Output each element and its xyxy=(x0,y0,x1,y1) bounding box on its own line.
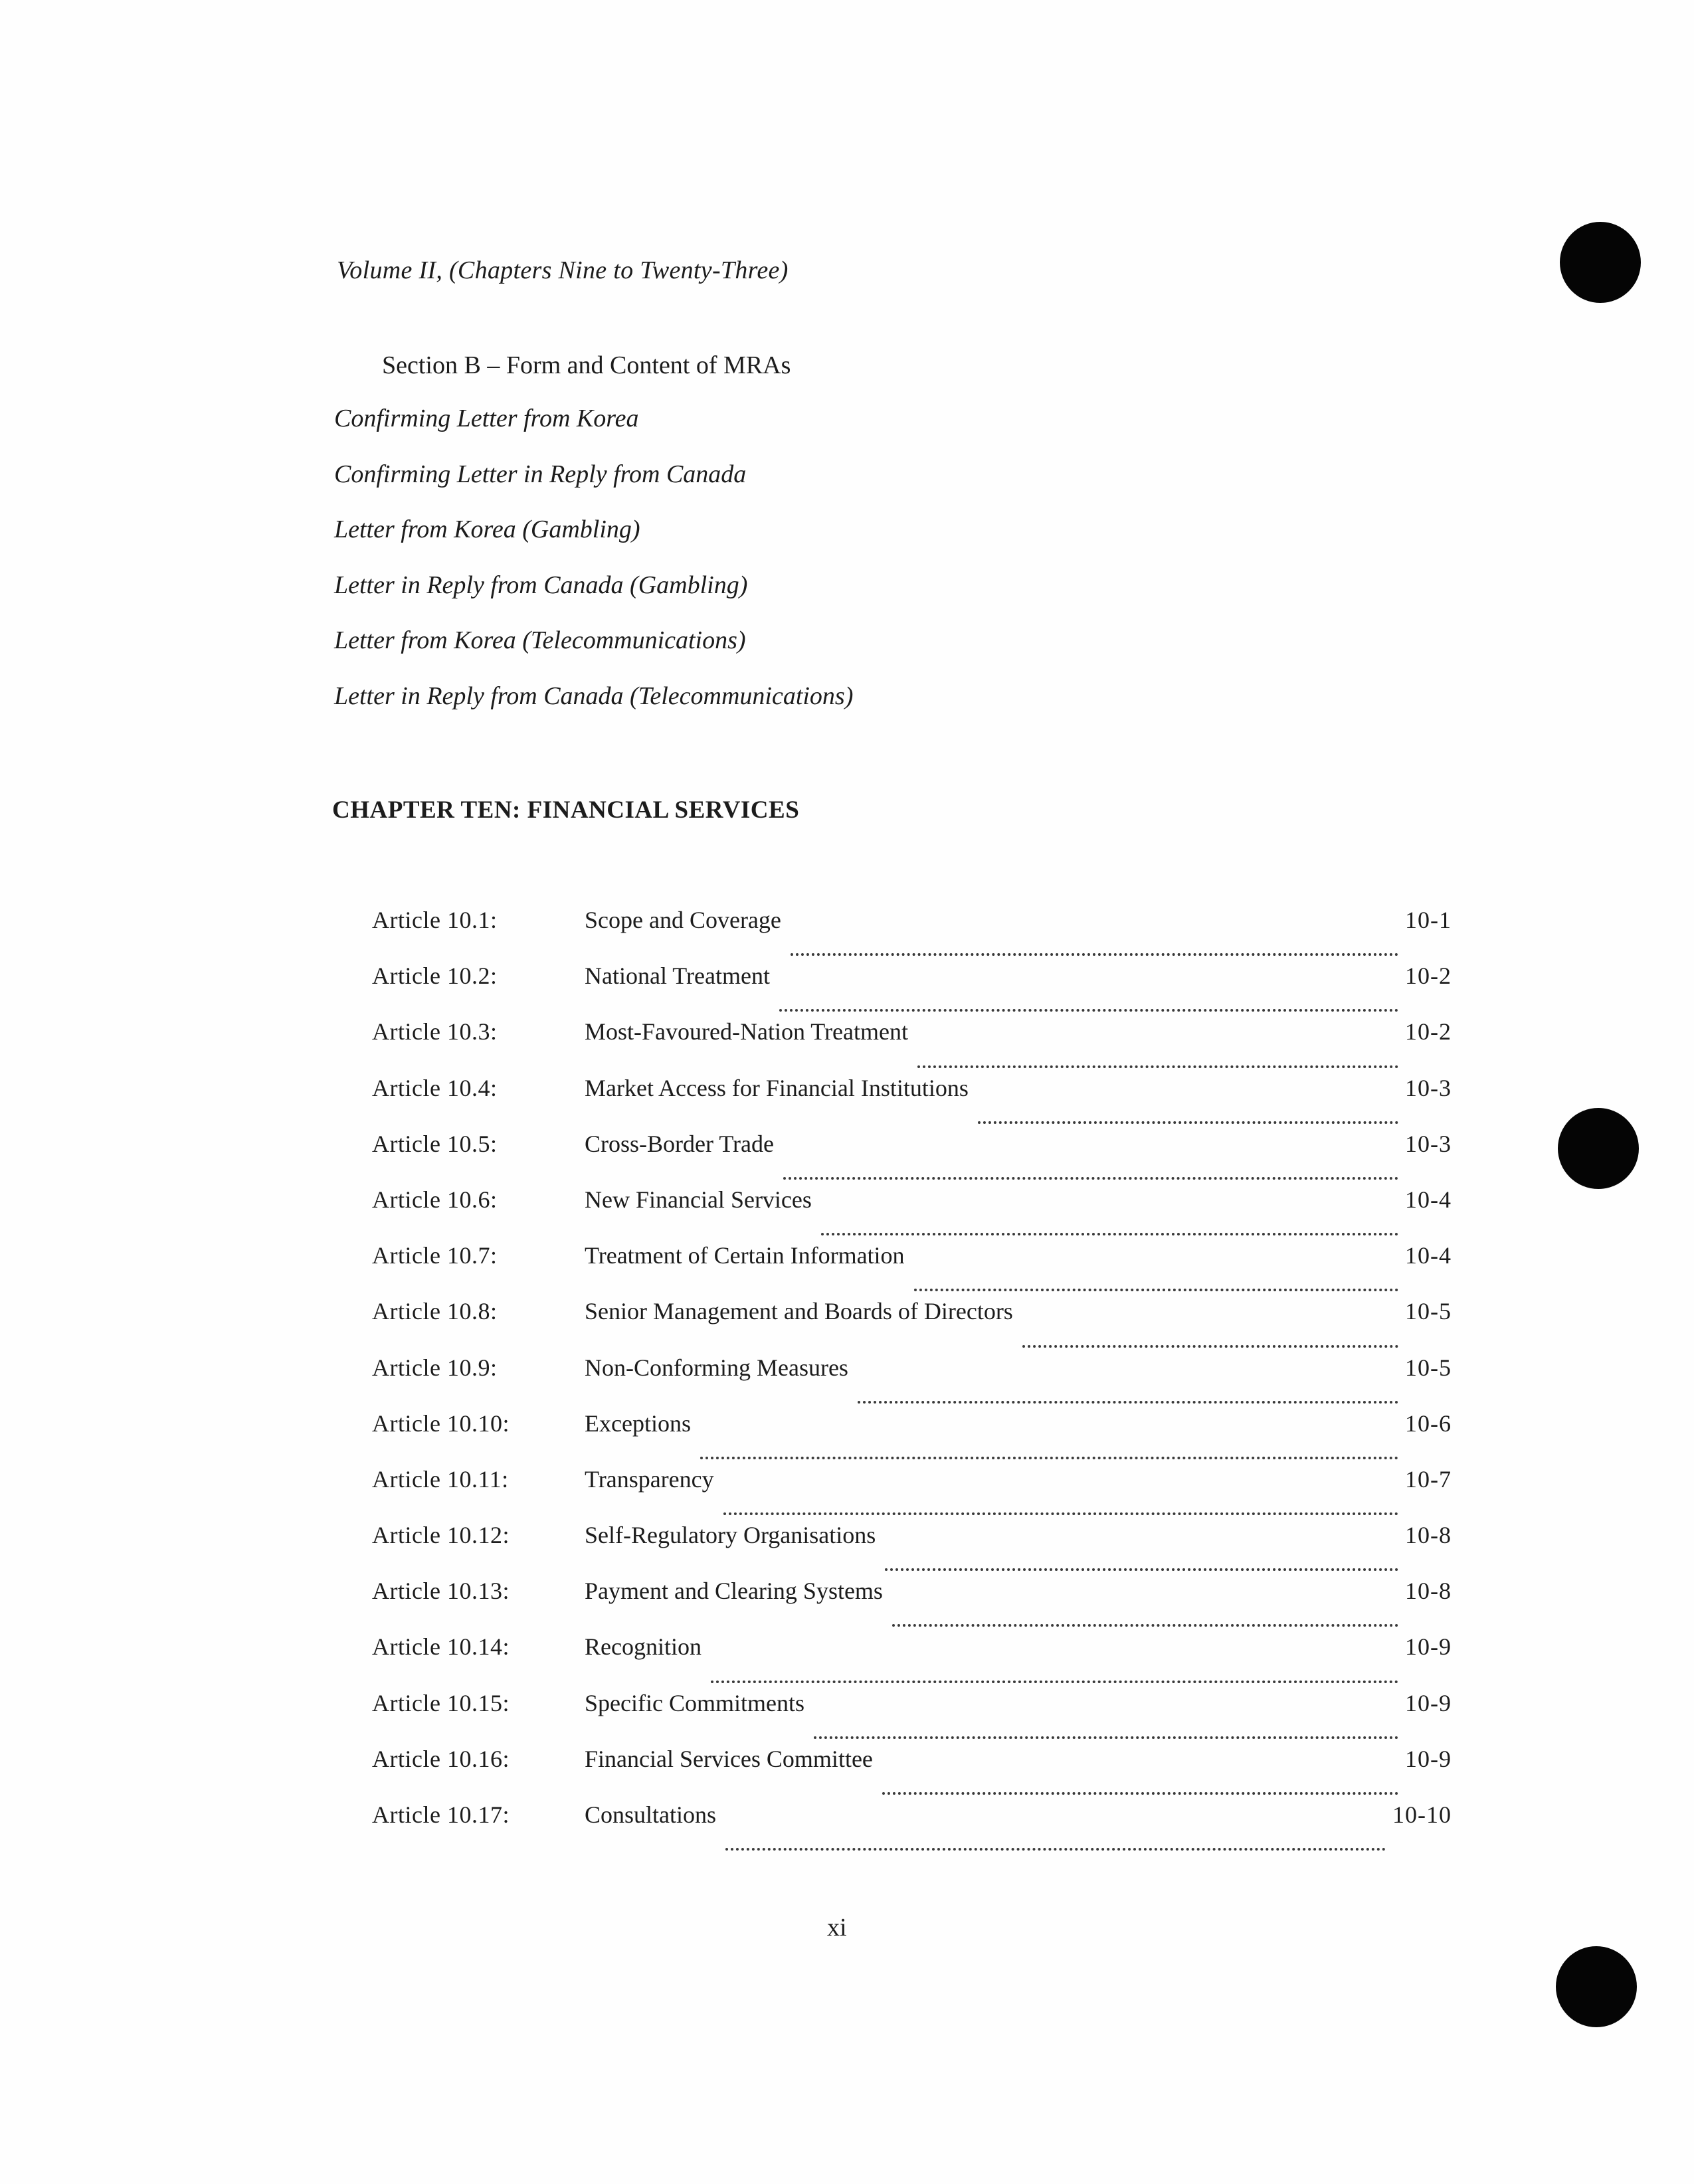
article-number: Article 10.1: xyxy=(372,907,498,933)
list-item: Letter from Korea (Gambling) xyxy=(334,515,640,543)
article-title: Cross-Border Trade xyxy=(585,1130,774,1157)
dot-leader xyxy=(917,1065,1398,1068)
chapter-title: CHAPTER TEN: FINANCIAL SERVICES xyxy=(332,796,800,824)
dot-leader xyxy=(978,1121,1398,1124)
toc-row xyxy=(372,1520,1452,1576)
toc-row xyxy=(372,1744,1452,1800)
letters-list xyxy=(334,404,853,737)
page-reference: 10-10 xyxy=(1392,1801,1452,1828)
article-number: Article 10.12: xyxy=(372,1522,510,1549)
table-of-contents xyxy=(372,905,1452,1856)
list-item: Confirming Letter in Reply from Canada xyxy=(334,460,747,488)
page-reference: 10-6 xyxy=(1405,1410,1452,1437)
dot-leader xyxy=(783,1177,1398,1180)
article-number: Article 10.14: xyxy=(372,1633,510,1661)
toc-row xyxy=(372,1353,1452,1409)
page-reference: 10-9 xyxy=(1405,1745,1452,1772)
article-title: Most-Favoured-Nation Treatment xyxy=(585,1018,908,1046)
article-number: Article 10.2: xyxy=(372,962,498,990)
toc-row xyxy=(372,961,1452,1017)
dot-leader xyxy=(885,1568,1398,1571)
toc-row xyxy=(372,1185,1452,1241)
toc-row xyxy=(372,1241,1452,1297)
article-title: New Financial Services xyxy=(585,1186,812,1213)
page-reference: 10-5 xyxy=(1405,1298,1452,1325)
dot-leader xyxy=(892,1624,1398,1627)
article-number: Article 10.10: xyxy=(372,1410,510,1437)
article-title: Consultations xyxy=(585,1801,717,1828)
toc-row xyxy=(372,905,1452,961)
article-number: Article 10.4: xyxy=(372,1074,498,1101)
dot-leader xyxy=(723,1512,1398,1515)
toc-row xyxy=(372,1129,1452,1185)
volume-header: Volume II, (Chapters Nine to Twenty-Three) xyxy=(337,256,789,284)
article-number: Article 10.5: xyxy=(372,1130,498,1157)
list-item: Letter from Korea (Telecommunications) xyxy=(334,626,746,654)
page-reference: 10-2 xyxy=(1405,1018,1452,1046)
article-title: Payment and Clearing Systems xyxy=(585,1578,883,1605)
article-number: Article 10.13: xyxy=(372,1578,510,1605)
page-reference: 10-1 xyxy=(1405,907,1452,933)
article-title: National Treatment xyxy=(585,962,770,990)
list-item: Letter in Reply from Canada (Telecommunications) xyxy=(334,682,854,710)
dot-leader xyxy=(914,1289,1398,1291)
page-reference: 10-3 xyxy=(1405,1074,1452,1101)
article-number: Article 10.11: xyxy=(372,1465,509,1493)
punch-hole xyxy=(1558,1108,1639,1189)
page-reference: 10-3 xyxy=(1405,1130,1452,1157)
toc-row xyxy=(372,1409,1452,1465)
article-title: Exceptions xyxy=(585,1410,691,1437)
article-title: Senior Management and Boards of Directors xyxy=(585,1298,1013,1325)
article-title: Financial Services Committee xyxy=(585,1745,873,1772)
toc-row xyxy=(372,1017,1452,1073)
article-number: Article 10.9: xyxy=(372,1354,498,1381)
page-reference: 10-8 xyxy=(1405,1522,1452,1549)
dot-leader xyxy=(814,1736,1398,1739)
dot-leader xyxy=(725,1848,1386,1851)
page-number: xi xyxy=(827,1914,847,1942)
dot-leader xyxy=(821,1233,1398,1235)
article-title: Self-Regulatory Organisations xyxy=(585,1522,876,1549)
punch-hole xyxy=(1560,222,1641,303)
article-title: Recognition xyxy=(585,1633,702,1661)
dot-leader xyxy=(711,1681,1398,1683)
article-number: Article 10.15: xyxy=(372,1689,510,1716)
page-reference: 10-9 xyxy=(1405,1689,1452,1716)
page-reference: 10-8 xyxy=(1405,1578,1452,1605)
page-reference: 10-2 xyxy=(1405,962,1452,990)
article-number: Article 10.3: xyxy=(372,1018,498,1046)
article-title: Market Access for Financial Institutions xyxy=(585,1074,969,1101)
page-reference: 10-5 xyxy=(1405,1354,1452,1381)
article-number: Article 10.6: xyxy=(372,1186,498,1213)
dot-leader xyxy=(1022,1345,1398,1348)
punch-hole xyxy=(1556,1946,1637,2027)
article-number: Article 10.16: xyxy=(372,1745,510,1772)
toc-row xyxy=(372,1073,1452,1129)
toc-row xyxy=(372,1688,1452,1744)
article-number: Article 10.17: xyxy=(372,1801,510,1828)
toc-row xyxy=(372,1800,1452,1856)
article-title: Specific Commitments xyxy=(585,1689,804,1716)
dot-leader xyxy=(858,1401,1398,1404)
list-item: Confirming Letter from Korea xyxy=(334,405,639,432)
article-number: Article 10.8: xyxy=(372,1298,498,1325)
page-reference: 10-7 xyxy=(1405,1465,1452,1493)
toc-row xyxy=(372,1465,1452,1520)
dot-leader xyxy=(779,1009,1398,1012)
article-title: Scope and Coverage xyxy=(585,907,781,933)
dot-leader xyxy=(882,1792,1398,1795)
page-reference: 10-4 xyxy=(1405,1242,1452,1269)
toc-row xyxy=(372,1297,1452,1352)
section-b-heading: Section B – Form and Content of MRAs xyxy=(382,351,791,379)
article-title: Transparency xyxy=(585,1465,714,1493)
toc-row xyxy=(372,1632,1452,1688)
dot-leader xyxy=(700,1457,1398,1459)
article-title: Non-Conforming Measures xyxy=(585,1354,848,1381)
page-reference: 10-9 xyxy=(1405,1633,1452,1661)
article-number: Article 10.7: xyxy=(372,1242,498,1269)
list-item: Letter in Reply from Canada (Gambling) xyxy=(334,571,748,599)
toc-row xyxy=(372,1576,1452,1632)
page-reference: 10-4 xyxy=(1405,1186,1452,1213)
dot-leader xyxy=(791,953,1398,956)
article-title: Treatment of Certain Information xyxy=(585,1242,905,1269)
